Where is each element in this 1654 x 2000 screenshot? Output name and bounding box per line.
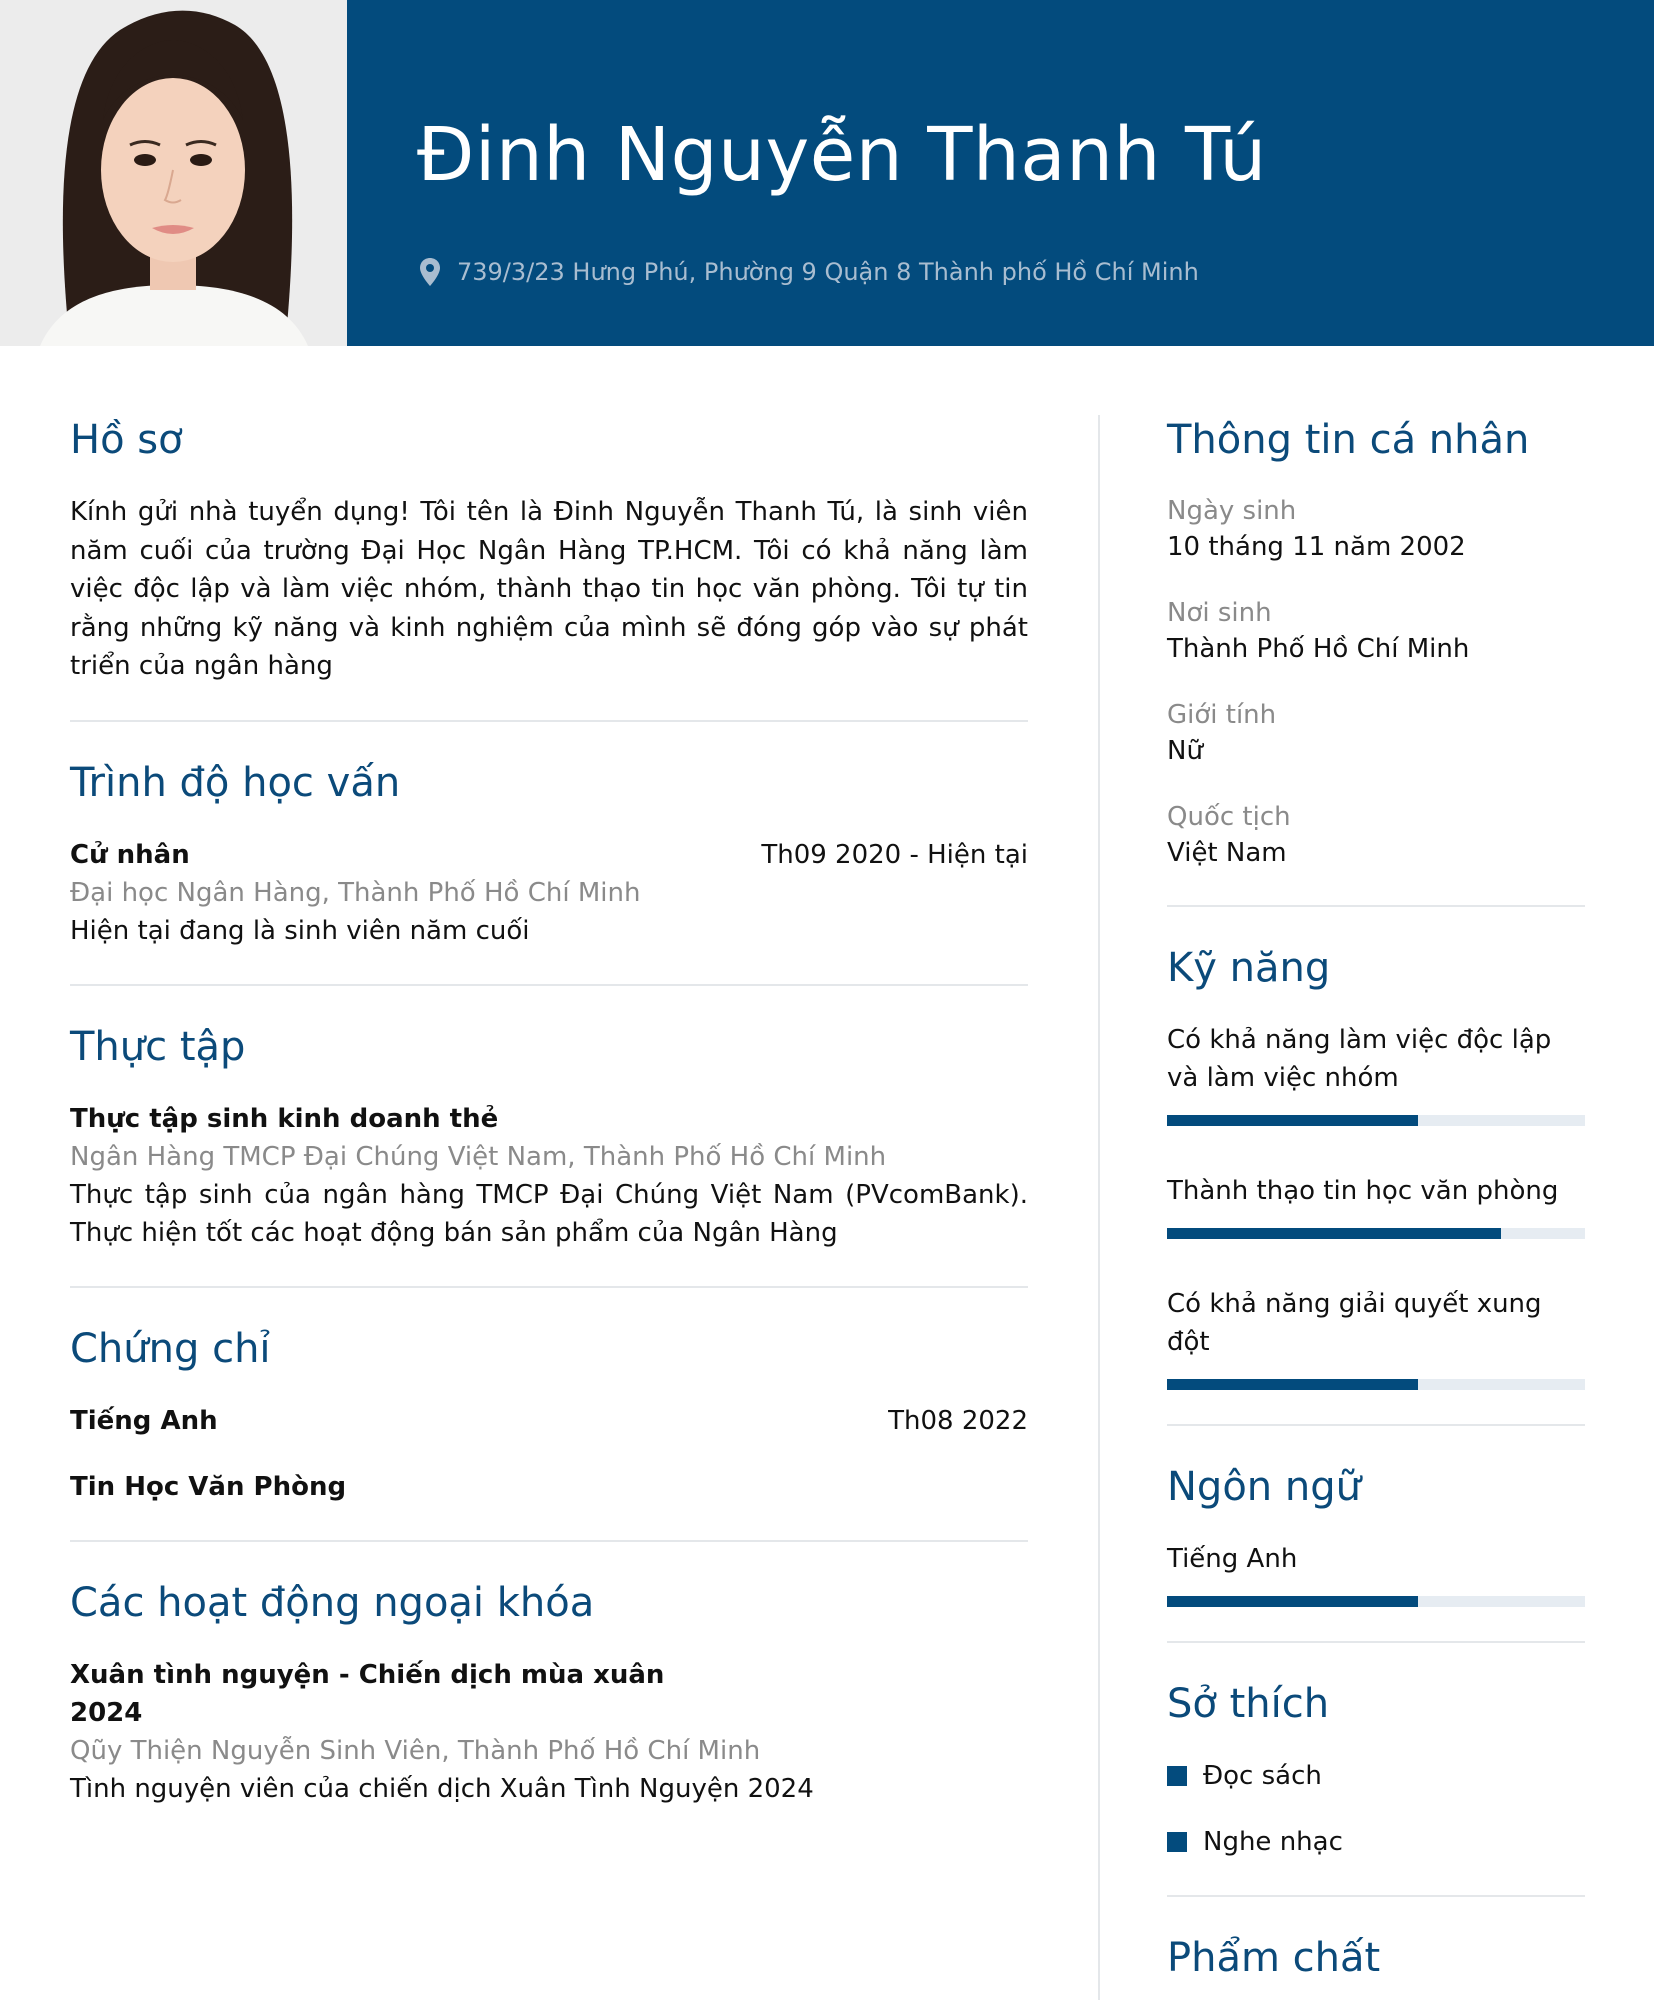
hobbies-section xyxy=(1167,1679,1585,1861)
activity-name: Xuân tình nguyện - Chiến dịch mùa xuân 2024 xyxy=(70,1659,665,1728)
activities-section xyxy=(70,1578,1028,1808)
section-title-education: Trình độ học vấn xyxy=(70,759,401,806)
section-divider xyxy=(1167,1424,1585,1426)
languages-section xyxy=(1167,1462,1585,1607)
certificates-section xyxy=(70,1324,1028,1506)
section-divider xyxy=(1167,1895,1585,1897)
internship-role: Thực tập sinh kinh doanh thẻ xyxy=(70,1103,499,1134)
certificate-name: Tin Học Văn Phòng xyxy=(70,1471,347,1502)
skill-level-bar xyxy=(1167,1115,1585,1126)
education-school: Đại học Ngân Hàng, Thành Phố Hồ Chí Minh xyxy=(70,877,641,908)
education-note: Hiện tại đang là sinh viên năm cuối xyxy=(70,915,530,946)
section-title-hobbies: Sở thích xyxy=(1167,1681,1330,1727)
internship-description: Thực tập sinh của ngân hàng TMCP Đại Chúng Việt Nam (PVcomBank). Thực hiện tốt các hoạt động bán sản phẩm của Ngân Hàng xyxy=(70,1179,1028,1248)
section-title-languages: Ngôn ngữ xyxy=(1167,1464,1361,1510)
info-label: Ngày sinh xyxy=(1167,496,1297,526)
profile-section xyxy=(70,415,1028,686)
hobby-item xyxy=(1167,1823,1585,1861)
activity-description: Tình nguyện viên của chiến dịch Xuân Tình Nguyện 2024 xyxy=(70,1773,814,1804)
info-value: 10 tháng 11 năm 2002 xyxy=(1167,532,1466,562)
info-label: Nơi sinh xyxy=(1167,598,1272,628)
square-bullet-icon xyxy=(1167,1832,1187,1852)
hobby-item xyxy=(1167,1757,1585,1795)
candidate-name: Đinh Nguyễn Thanh Tú xyxy=(417,112,1267,198)
square-bullet-icon xyxy=(1167,1766,1187,1786)
section-title-activities: Các hoạt động ngoại khóa xyxy=(70,1579,595,1626)
profile-photo xyxy=(0,0,347,346)
personal-info-section xyxy=(1167,415,1585,871)
section-divider xyxy=(70,1540,1028,1542)
profile-text: Kính gửi nhà tuyển dụng! Tôi tên là Đinh Nguyễn Thanh Tú, là sinh viên năm cuối của trường Đại Học Ngân Hàng TP.HCM. Tôi có khả năng làm việc độc lập và làm việc nhóm, thành thạo tin học văn phòng. Tôi tự tin rằng những kỹ năng và kinh nghiệm của mình sẽ đóng góp vào sự phát triển của ngân hàng xyxy=(70,497,1028,681)
cv-header xyxy=(0,0,1654,346)
address-text: 739/3/23 Hưng Phú, Phường 9 Quận 8 Thành phố Hồ Chí Minh xyxy=(457,258,1199,286)
section-divider xyxy=(1167,905,1585,907)
column-divider xyxy=(1098,415,1100,2000)
section-title-certificates: Chứng chỉ xyxy=(70,1325,271,1372)
info-value: Việt Nam xyxy=(1167,838,1287,868)
skill-level-bar xyxy=(1167,1228,1585,1239)
language-level-bar xyxy=(1167,1596,1585,1607)
skill-level-fill xyxy=(1167,1379,1418,1390)
section-title-personal: Thông tin cá nhân xyxy=(1167,417,1530,463)
info-value: Thành Phố Hồ Chí Minh xyxy=(1167,634,1470,664)
location-pin-icon xyxy=(417,257,443,287)
certificate-date: Th08 2022 xyxy=(888,1405,1028,1436)
info-label: Quốc tịch xyxy=(1167,802,1291,832)
skills-section xyxy=(1167,943,1585,1390)
skill-level-fill xyxy=(1167,1115,1418,1126)
internship-company: Ngân Hàng TMCP Đại Chúng Việt Nam, Thành Phố Hồ Chí Minh xyxy=(70,1141,887,1172)
education-date: Th09 2020 - Hiện tại xyxy=(761,839,1028,870)
skill-name: Thành thạo tin học văn phòng xyxy=(1167,1176,1559,1206)
education-section xyxy=(70,758,1028,950)
section-divider xyxy=(70,984,1028,986)
section-divider xyxy=(1167,1641,1585,1643)
info-value: Nữ xyxy=(1167,736,1203,766)
certificate-item xyxy=(70,1468,1028,1506)
activity-organization: Qũy Thiện Nguyễn Sinh Viên, Thành Phố Hồ Chí Minh xyxy=(70,1735,761,1766)
skill-level-fill xyxy=(1167,1228,1501,1239)
section-divider xyxy=(70,1286,1028,1288)
header-address xyxy=(417,257,1199,287)
language-name: Tiếng Anh xyxy=(1167,1544,1298,1574)
section-title-internship: Thực tập xyxy=(70,1023,246,1070)
portrait-image xyxy=(0,0,347,346)
section-divider xyxy=(70,720,1028,722)
qualities-section xyxy=(1167,1933,1585,1983)
section-title-qualities: Phẩm chất xyxy=(1167,1935,1381,1981)
section-title-skills: Kỹ năng xyxy=(1167,945,1331,991)
hobby-label: Nghe nhạc xyxy=(1203,1827,1343,1857)
hobby-label: Đọc sách xyxy=(1203,1761,1322,1791)
certificate-name: Tiếng Anh xyxy=(70,1405,218,1436)
language-level-fill xyxy=(1167,1596,1418,1607)
skill-name: Có khả năng làm việc độc lập và làm việc nhóm xyxy=(1167,1025,1552,1093)
education-header-row xyxy=(70,836,1028,874)
sidebar-column xyxy=(1167,415,1585,2000)
info-label: Giới tính xyxy=(1167,700,1277,730)
main-column xyxy=(70,415,1028,1808)
skill-name: Có khả năng giải quyết xung đột xyxy=(1167,1289,1542,1357)
education-degree: Cử nhân xyxy=(70,839,190,870)
skill-level-bar xyxy=(1167,1379,1585,1390)
certificate-item xyxy=(70,1402,1028,1440)
section-title-profile: Hồ sơ xyxy=(70,417,183,463)
internship-section xyxy=(70,1022,1028,1252)
